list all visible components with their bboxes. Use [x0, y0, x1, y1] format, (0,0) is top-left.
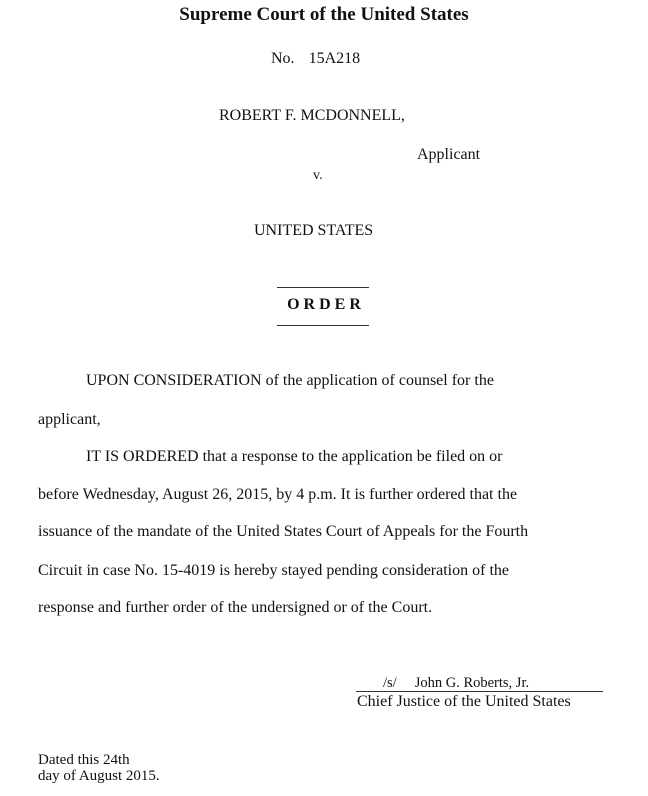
signature-mark: /s/ [383, 675, 397, 691]
order-title-rule-bottom [277, 325, 369, 326]
docket-number [271, 50, 360, 68]
order-title-rule-top [277, 287, 369, 288]
docket-label: No. [271, 50, 295, 67]
court-name: Supreme Court of the United States [179, 4, 469, 25]
order-line-2: applicant, [38, 411, 101, 428]
signer-name: John G. Roberts, Jr. [414, 675, 530, 691]
order-line-4: before Wednesday, August 26, 2015, by 4 p.m. It is further ordered that the [38, 486, 518, 503]
order-line-3: IT IS ORDERED that a response to the application be filed on or [86, 448, 503, 465]
dated-line-2: day of August 2015. [38, 768, 160, 784]
signer-title: Chief Justice of the United States [357, 693, 571, 710]
versus: v. [313, 168, 323, 183]
order-line-6: Circuit in case No. 15-4019 is hereby stayed pending consideration of the [38, 562, 509, 579]
party-respondent: UNITED STATES [254, 222, 374, 239]
party-applicant: ROBERT F. MCDONNELL, [219, 107, 405, 124]
order-line-7: response and further order of the undersigned or of the Court. [38, 599, 433, 616]
order-line-1: UPON CONSIDERATION of the application of counsel for the [86, 372, 494, 389]
order-title: ORDER [287, 296, 365, 313]
order-line-5: issuance of the mandate of the United States Court of Appeals for the Fourth [38, 523, 529, 540]
signature-block [383, 675, 529, 692]
docket-number-value: 15A218 [308, 50, 361, 67]
signature-line [356, 691, 603, 692]
dated-line-1: Dated this 24th [38, 752, 130, 768]
party-applicant-role: Applicant [417, 146, 481, 163]
